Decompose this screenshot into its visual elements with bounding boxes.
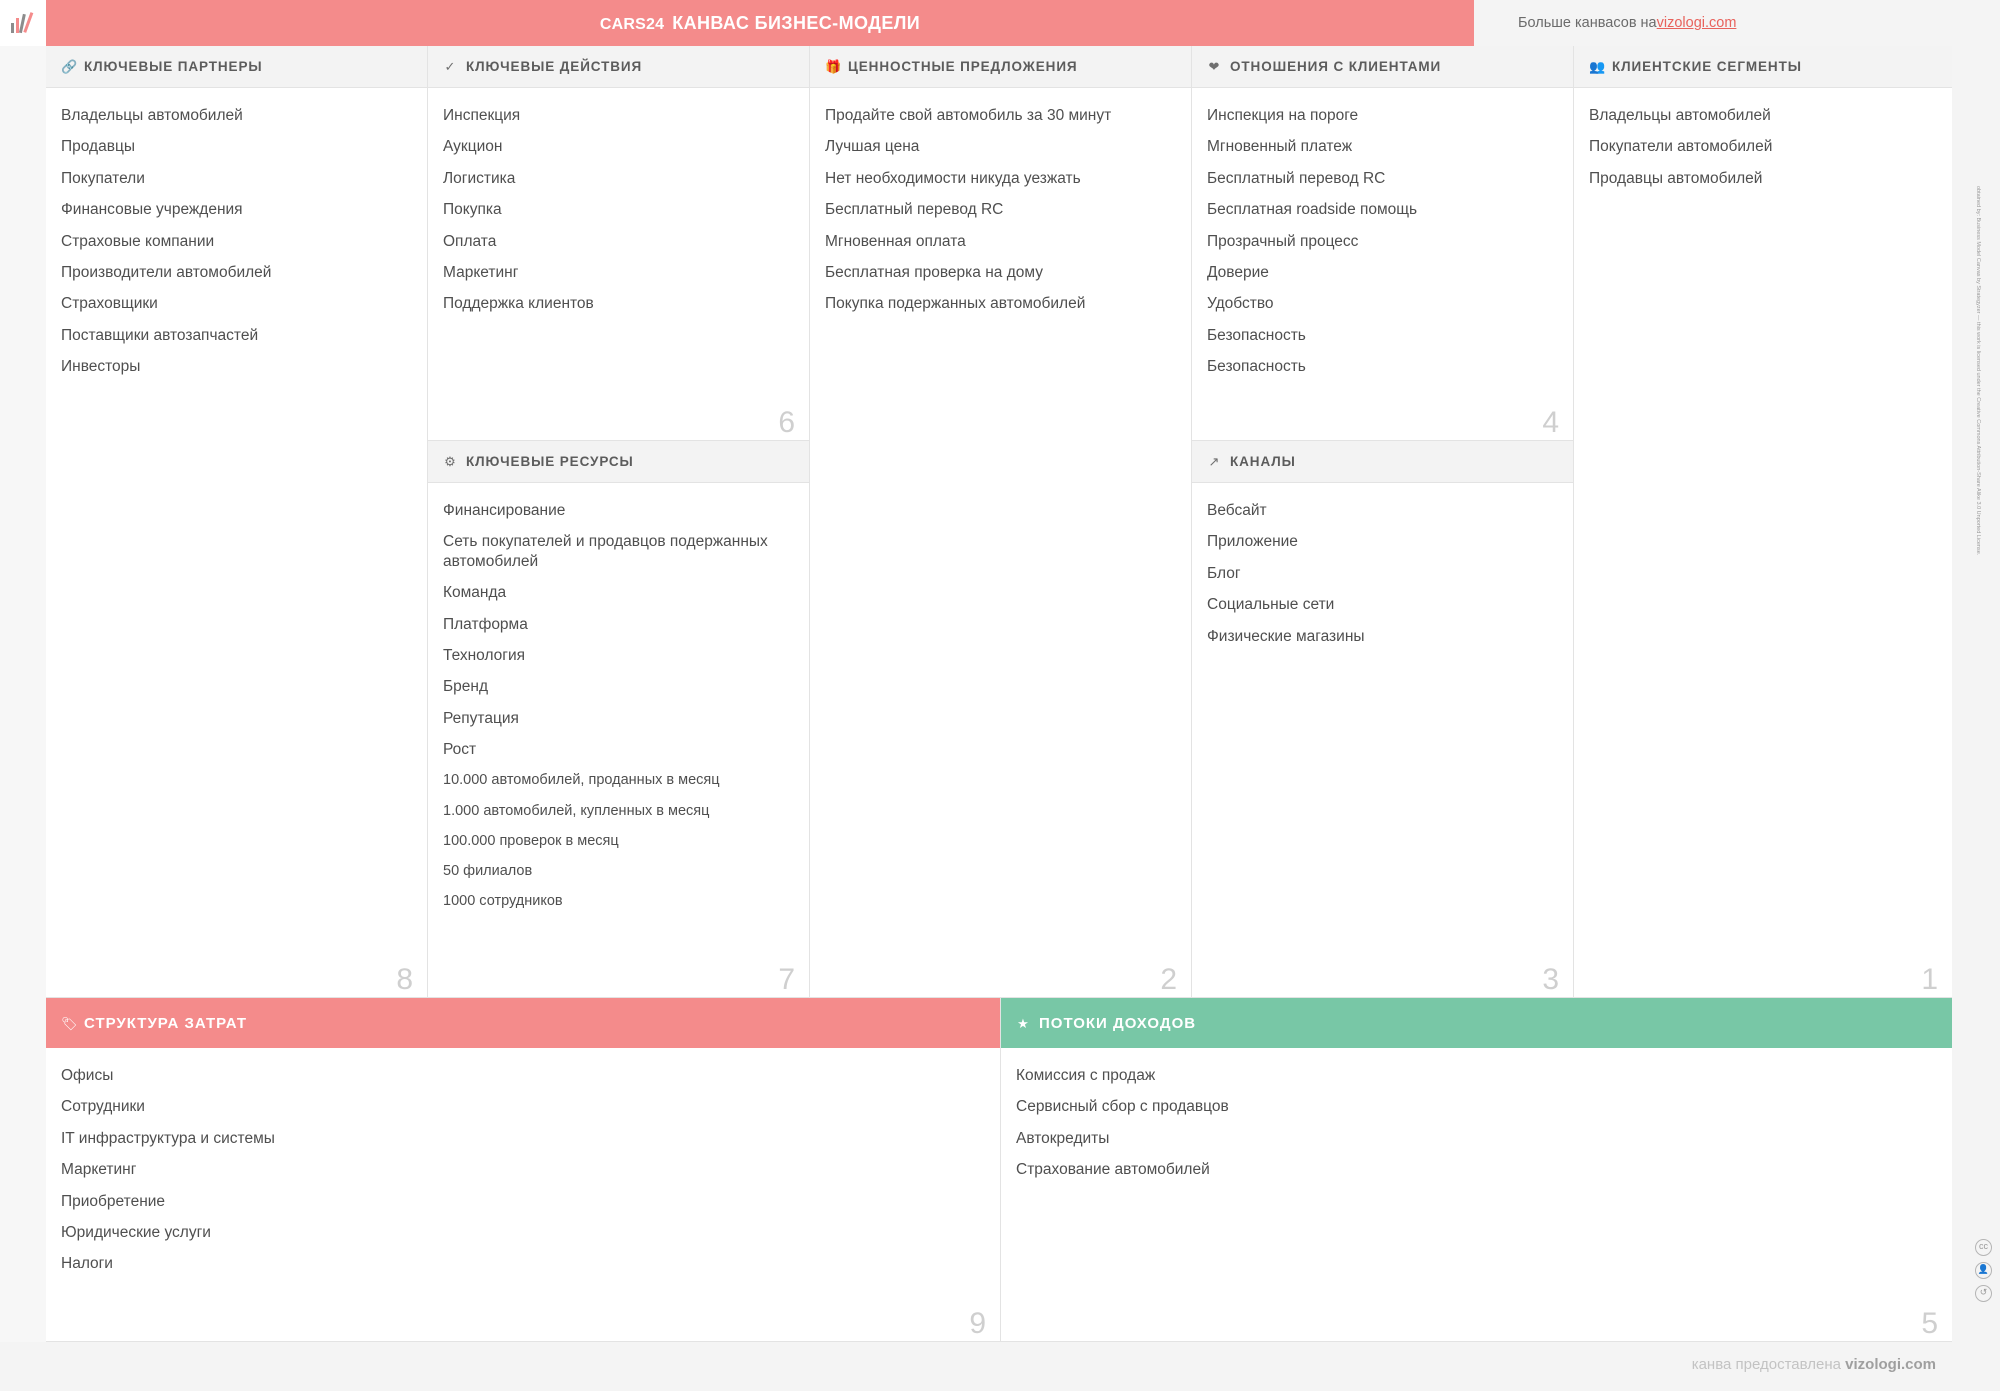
vizologi-logo-icon [10,12,36,34]
cc-sa-icon: ↺ [1975,1285,1992,1302]
canvas-title-band [46,0,1474,46]
block-header-customer-relationships [1192,46,1573,88]
block-number: 3 [1542,963,1559,996]
list-item: Физические магазины [1207,627,1365,645]
list-item: 100.000 проверок в месяц [443,832,619,849]
list-item: Безопасность [1207,358,1306,375]
footer-credit [1692,1356,1936,1373]
block-number: 5 [1921,1307,1938,1340]
creative-commons-badges [1975,1239,1992,1302]
list-item: Покупка [443,201,502,219]
block-key-activities[interactable] [428,46,810,441]
list-item: Логистика [443,169,516,187]
block-number: 7 [778,963,795,996]
list-item: Вебсайт [1207,502,1267,519]
gear-icon: ⚙ [444,454,456,469]
block-title-key-activities: КЛЮЧЕВЫЕ ДЕЙСТВИЯ [466,59,643,74]
list-item: Сотрудники [61,1098,145,1116]
license-note: obtained by: Business Model Canvas by Strategyzer — this work is licensed under the Creative Commons Attribution-Share Alike 3.0 Unported License. [1975,186,1981,556]
block-title-value-propositions: ЦЕННОСТНЫЕ ПРЕДЛОЖЕНИЯ [848,59,1078,74]
list-item: Платформа [443,615,528,633]
list-item: Маркетинг [61,1161,137,1179]
block-revenue-streams[interactable] [1001,998,1952,1342]
list-item: Блог [1207,564,1241,582]
list-item: Удобство [1207,295,1274,313]
block-title-customer-relationships: ОТНОШЕНИЯ С КЛИЕНТАМИ [1230,59,1442,74]
block-body-customer-segments [1574,88,1952,210]
list-item: Нет необходимости никуда уезжать [825,169,1081,187]
check-icon: ✓ [444,59,456,74]
list-item: Инвесторы [61,358,141,375]
block-number: 9 [969,1307,986,1340]
list-item: Покупатели [61,169,145,187]
list-item: Офисы [61,1067,114,1084]
list-item: Доверие [1207,263,1269,281]
block-number: 4 [1542,406,1559,439]
license-strip [1952,46,2000,1342]
list-item: Страховщики [61,295,158,313]
list-item: Автокредиты [1016,1129,1110,1147]
block-number: 6 [778,406,795,439]
block-body-key-resources [428,483,809,932]
block-title-key-partners: КЛЮЧЕВЫЕ ПАРТНЕРЫ [84,59,263,74]
list-item: Покупатели автомобилей [1589,138,1773,156]
list-item: Поддержка клиентов [443,295,594,313]
block-header-channels [1192,441,1573,483]
block-number: 8 [396,963,413,996]
block-key-partners[interactable] [46,46,428,998]
list-item: Страхование автомобилей [1016,1161,1210,1179]
block-title-key-resources: КЛЮЧЕВЫЕ РЕСУРСЫ [466,454,634,469]
list-item: Сеть покупателей и продавцов подержанных автомобилей [443,533,768,570]
block-number: 1 [1921,963,1938,996]
footer-credit-text: канва предоставлена [1691,1356,1846,1373]
arrow-up-right-icon: ↗ [1208,454,1220,469]
list-item: Поставщики автозапчастей [61,326,259,344]
list-item: IT инфраструктура и системы [61,1129,275,1147]
list-item: Финансовые учреждения [61,201,243,219]
star-icon: ★ [1017,1015,1029,1031]
list-item: Мгновенный платеж [1207,138,1353,156]
block-title-customer-segments: КЛИЕНТСКИЕ СЕГМЕНТЫ [1612,59,1802,74]
footer-bar [0,1342,2000,1391]
list-item: Продавцы [61,138,135,156]
gift-icon: 🎁 [825,59,842,74]
list-item: Бренд [443,678,489,696]
list-item: Технология [443,646,526,664]
list-item: Налоги [61,1255,113,1273]
block-body-key-activities [428,88,809,336]
block-header-value-propositions [810,46,1191,88]
list-item: Бесплатная roadside помощь [1207,201,1418,219]
link-icon: 🔗 [61,59,78,74]
block-body-key-partners [46,88,427,398]
list-item: 1.000 автомобилей, купленных в месяц [443,802,710,819]
list-item: Владельцы автомобилей [61,107,243,124]
list-item: Оплата [443,232,497,250]
list-item: 1000 сотрудников [443,892,563,909]
business-model-canvas [46,46,1952,1342]
list-item: Приложение [1207,533,1298,551]
list-item: 50 филиалов [443,862,533,879]
list-item: Продайте свой автомобиль за 30 минут [825,107,1112,124]
list-item: Продавцы автомобилей [1589,169,1763,187]
heart-icon: ❤ [1208,59,1220,74]
list-item: Бесплатный перевод RC [1207,169,1386,187]
more-canvases-label: Больше канвасов на [1518,15,1657,31]
list-item: Инспекция на пороге [1207,107,1359,124]
block-title-cost-structure: СТРУКТУРА ЗАТРАТ [84,1014,248,1032]
list-item: Комиссия с продаж [1016,1067,1156,1084]
list-item: Маркетинг [443,263,519,281]
list-item: Прозрачный процесс [1207,232,1359,250]
block-body-customer-relationships [1192,88,1573,398]
list-item: Социальные сети [1207,596,1335,614]
list-item: Инспекция [443,107,521,124]
block-header-key-resources [428,441,809,483]
top-bar-right [1474,0,2000,46]
block-header-customer-segments [1574,46,1952,88]
block-customer-segments[interactable] [1574,46,1952,998]
list-item: Команда [443,584,507,602]
block-title-channels: КАНАЛЫ [1230,454,1296,469]
block-value-propositions[interactable] [810,46,1192,998]
block-header-key-partners [46,46,427,88]
page-title: КАНВАС БИЗНЕС-МОДЕЛИ [672,12,921,33]
list-item: Репутация [443,709,519,727]
top-bar [0,0,2000,46]
list-item: Лучшая цена [825,138,920,156]
footer-brand[interactable]: vizologi.com [1845,1356,1936,1373]
list-item: Аукцион [443,138,503,156]
people-icon: 👥 [1589,59,1606,74]
list-item: Сервисный сбор с продавцов [1016,1098,1229,1116]
block-body-revenue-streams [1001,1048,1952,1202]
tag-icon: 🏷 [61,1015,78,1031]
block-body-cost-structure [46,1048,1000,1296]
block-channels[interactable] [1192,441,1574,998]
list-item: Рост [443,741,477,758]
brand-name: CARS24 [599,15,665,33]
block-customer-relationships[interactable] [1192,46,1574,441]
block-title-revenue-streams: ПОТОКИ ДОХОДОВ [1039,1014,1197,1032]
list-item: Приобретение [61,1192,166,1210]
block-header-revenue-streams [1001,998,1952,1048]
block-header-key-activities [428,46,809,88]
block-body-channels [1192,483,1573,668]
list-item: Производители автомобилей [61,263,272,281]
list-item: Юридические услуги [61,1223,211,1241]
list-item: Безопасность [1207,326,1306,344]
list-item: Бесплатная проверка на дому [825,263,1043,281]
list-item: Страховые компании [61,232,215,250]
list-item: Мгновенная оплата [825,232,966,250]
block-body-value-propositions [810,88,1191,336]
block-number: 2 [1160,963,1177,996]
list-item: 10.000 автомобилей, проданных в месяц [443,772,720,789]
list-item: Покупка подержанных автомобилей [825,295,1086,313]
cc-icon: cc [1975,1239,1992,1256]
block-header-cost-structure [46,998,1000,1048]
block-key-resources[interactable] [428,441,810,998]
block-cost-structure[interactable] [46,998,1001,1342]
list-item: Бесплатный перевод RC [825,201,1004,219]
list-item: Владельцы автомобилей [1589,107,1771,124]
list-item: Финансирование [443,502,566,519]
app-logo[interactable] [0,0,46,46]
vizologi-link[interactable]: vizologi.com [1656,15,1737,31]
cc-by-icon: 👤 [1975,1262,1992,1279]
